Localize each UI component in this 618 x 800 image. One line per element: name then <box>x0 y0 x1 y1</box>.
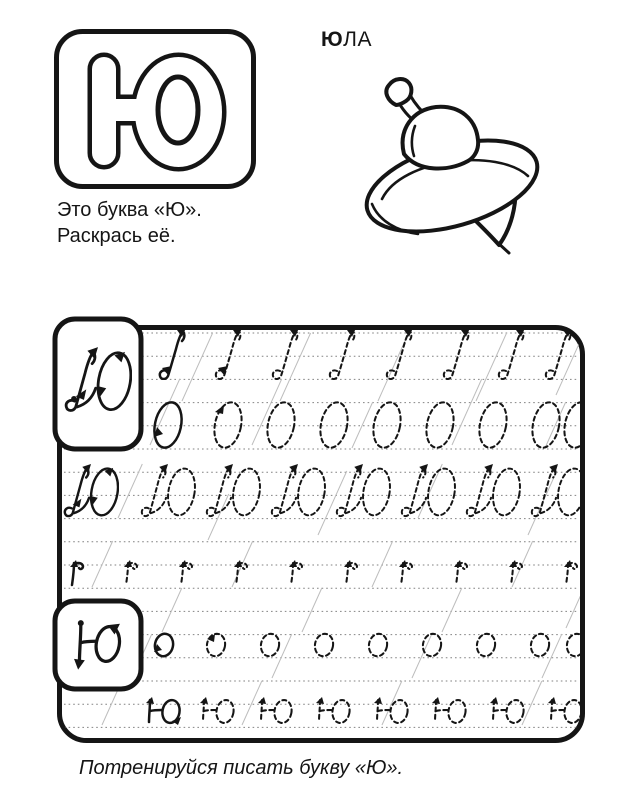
word-title <box>321 28 372 52</box>
footer-instruction: Потренируйся писать букву «Ю». <box>79 757 404 779</box>
top-knob <box>386 79 411 105</box>
top-needle <box>497 242 509 253</box>
spinning-top-illustration <box>356 79 547 253</box>
bubble-letter-yu <box>92 57 222 167</box>
caption-line-1: Это буква «Ю». <box>57 199 202 221</box>
example-box-lowercase <box>55 601 141 689</box>
word-title-letter: Ю <box>321 28 344 51</box>
practice-panel <box>55 319 595 741</box>
letter-card <box>57 32 254 187</box>
top-dome <box>403 107 479 169</box>
caption-line-2: Раскрась её. <box>57 225 176 247</box>
caption <box>57 197 202 249</box>
word-title-rest: ЛА <box>343 28 372 51</box>
